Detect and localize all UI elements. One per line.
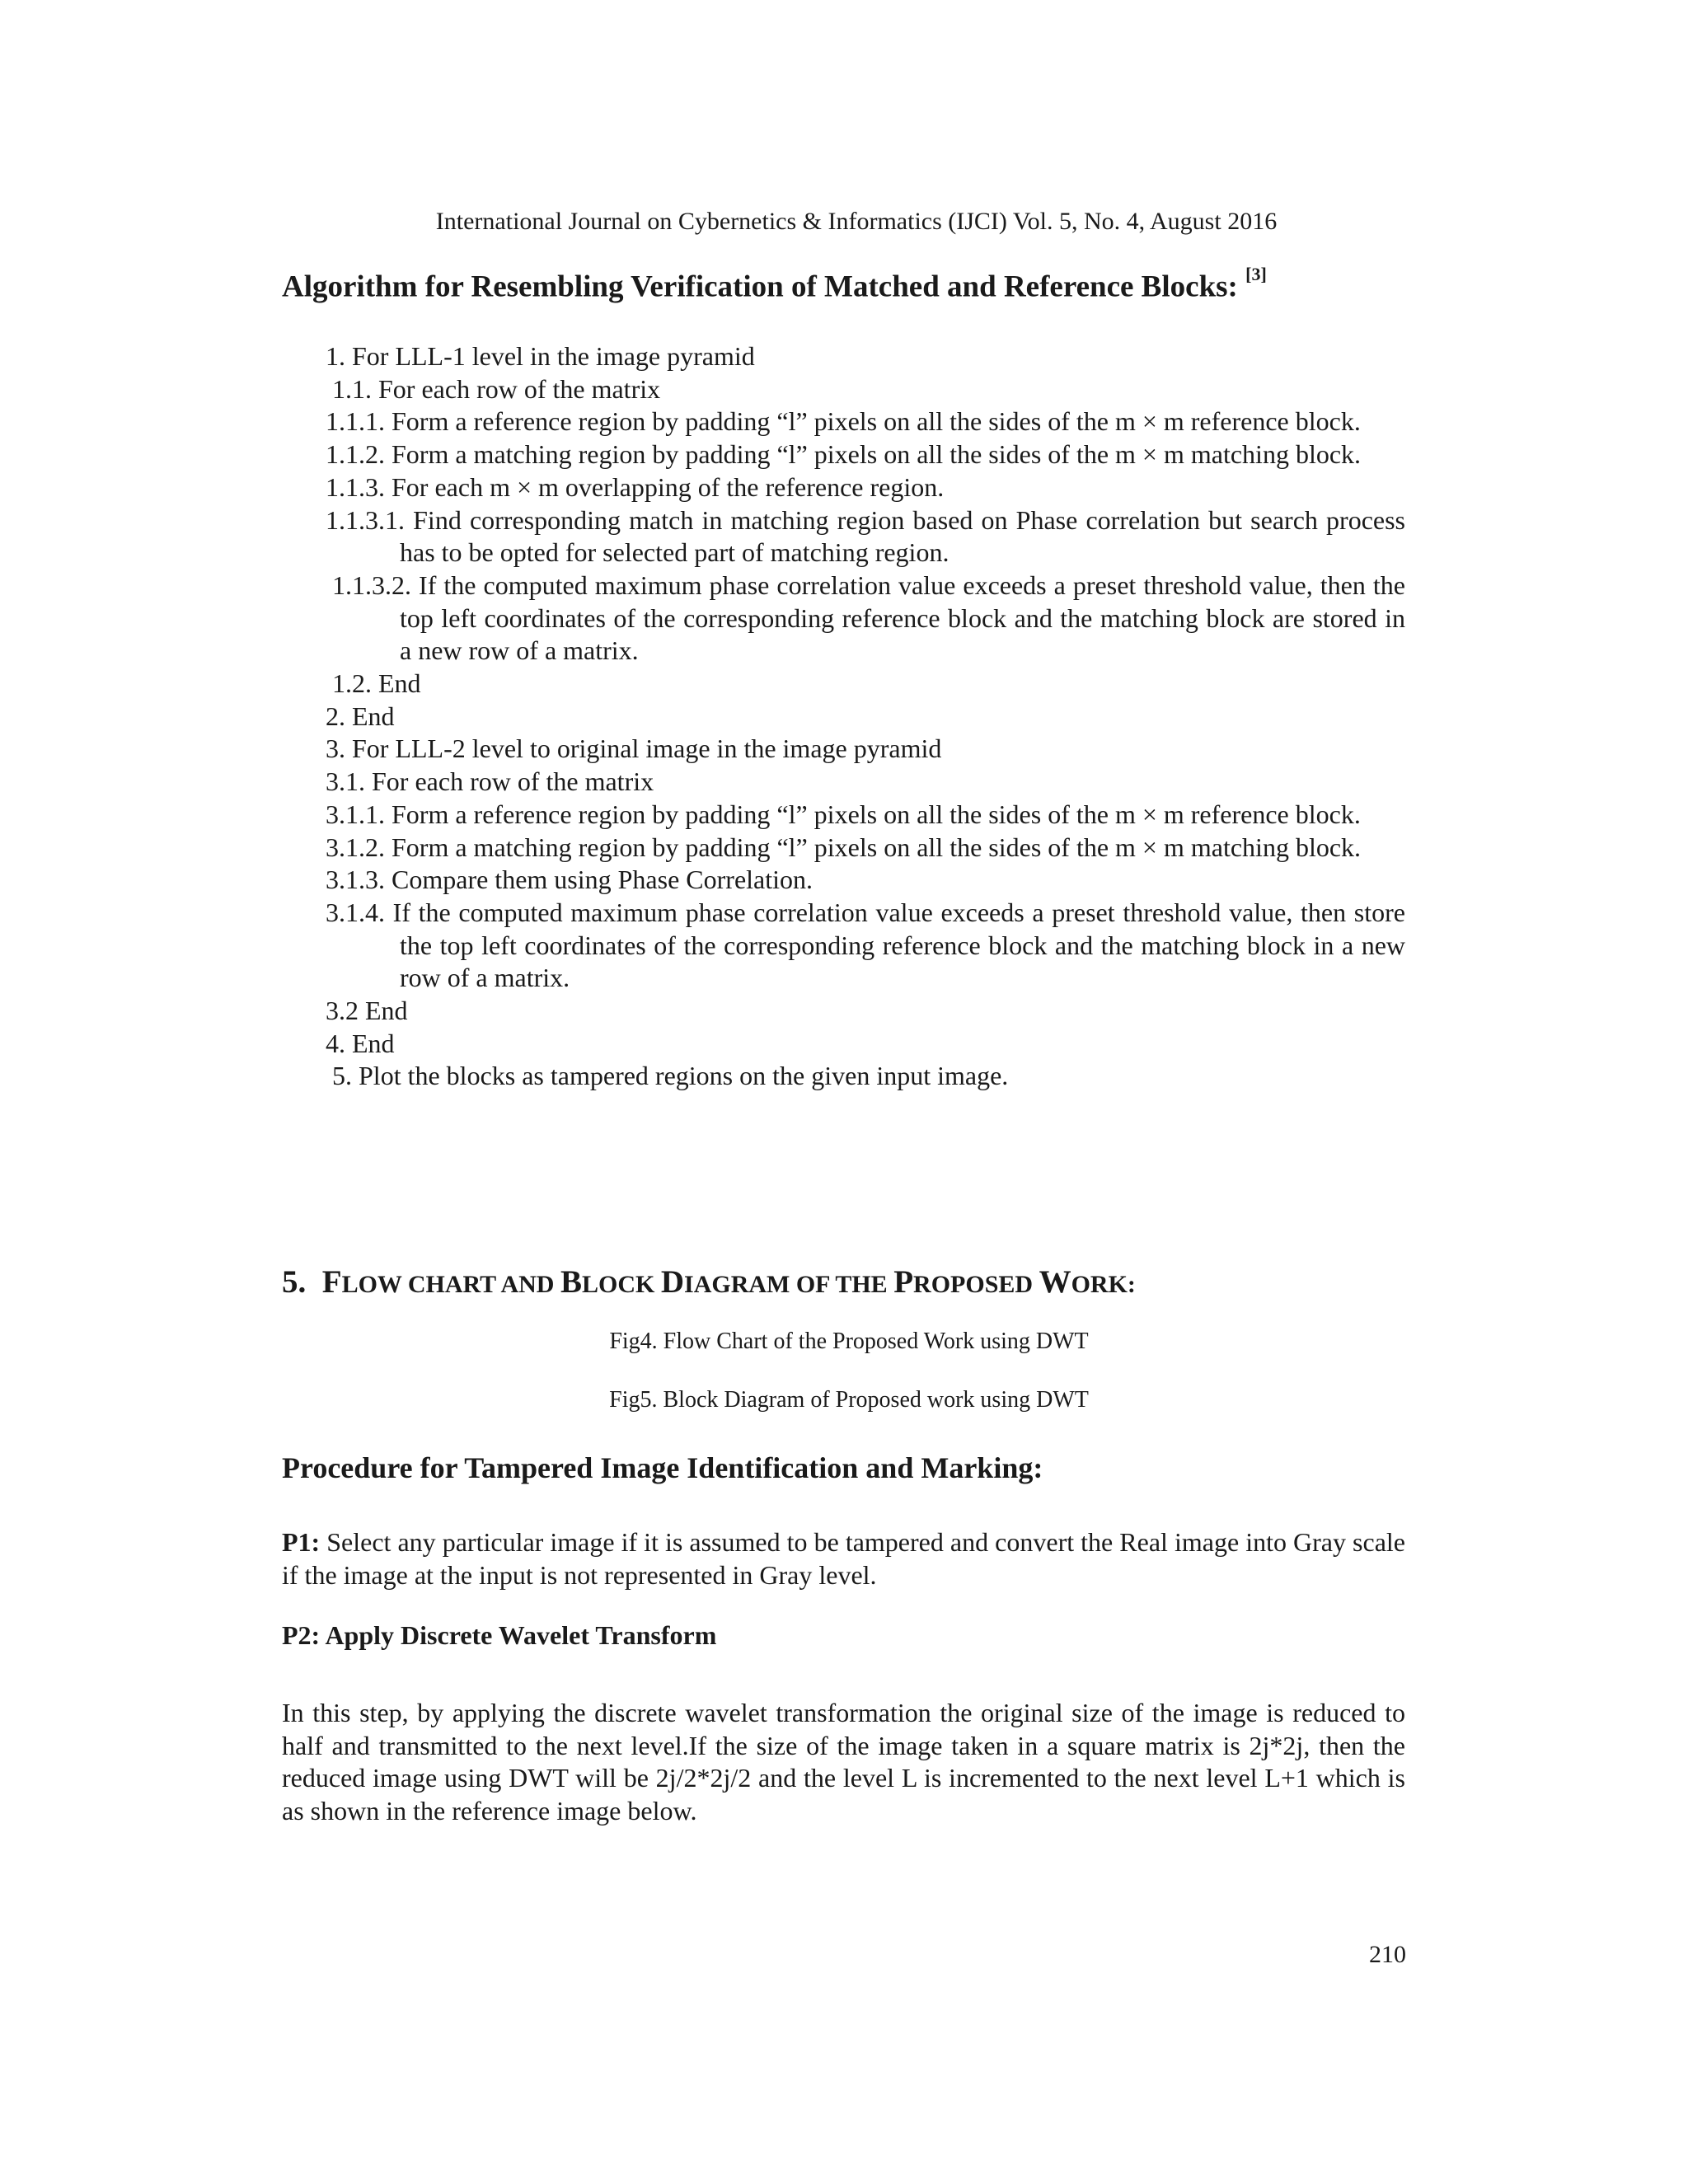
algorithm-step: 1.2. End [332,668,421,699]
algorithm-step: 5. Plot the blocks as tampered regions on the given input image. [332,1061,1009,1091]
algorithm-step: 3.1.3. Compare them using Phase Correlation. [326,865,814,895]
section-number: 5. [282,1264,307,1300]
algorithm-step: 1.1.3.2. If the computed maximum phase correlation value exceeds a preset threshold value, then the top left coordinates of the corresponding reference block and the matching block are stored in a new row of a matrix. [332,569,1405,666]
algorithm-step: 4. End [326,1028,395,1058]
p1-paragraph [282,1526,1405,1591]
p2-heading: P2: Apply Discrete Wavelet Transform [282,1620,717,1650]
algorithm-step: 3.1.1. Form a reference region by padding “l” pixels on all the sides of the m × m reference block. [326,799,1361,829]
p1-label: P1: [282,1527,321,1557]
algorithm-step: 3.1.2. Form a matching region by padding “l” pixels on all the sides of the m × m matching block. [326,832,1362,862]
section-title: FLOW CHART AND BLOCK DIAGRAM OF THE PROPOSED WORK: [321,1264,1136,1300]
algorithm-step: 1.1. For each row of the matrix [332,373,661,404]
algorithm-step: 2. End [326,701,395,731]
citation-ref: [3] [1245,264,1267,284]
fig5-caption: Fig5. Block Diagram of Proposed work using DWT [609,1387,1089,1413]
algorithm-heading-text: Algorithm for Resembling Verification of Matched and Reference Blocks: [282,269,1238,304]
page-number: 210 [1369,1941,1406,1968]
algorithm-step: 3.2 End [326,996,408,1026]
journal-header: International Journal on Cybernetics & Informatics (IJCI) Vol. 5, No. 4, August 2016 [435,208,1278,235]
algorithm-step: 3.1. For each row of the matrix [326,766,654,797]
p1-text: Select any particular image if it is assumed to be tampered and convert the Real image into Gray scale if the image at the input is not represented in Gray level. [282,1527,1405,1590]
p2-paragraph: In this step, by applying the discrete wavelet transformation the original size of the image is reduced to half and transmitted to the next level.If the size of the image taken in a square matrix is 2j*2j, then the reduced image using DWT will be 2j/2*2j/2 and the level L is incremented to the next level L+1 which is as shown in the reference image below. [282,1698,1405,1825]
algorithm-step: 1.1.3.1. Find corresponding match in matching region based on Phase correlation but search process has to be opted for selected part of matching region. [326,504,1405,568]
algorithm-step: 1.1.3. For each m × m overlapping of the reference region. [326,471,945,502]
algorithm-step: 3.1.4. If the computed maximum phase correlation value exceeds a preset threshold value, then store the top left coordinates of the corresponding reference block and the matching block in a new row of a matrix. [326,897,1405,993]
algorithm-step: 1. For LLL-1 level in the image pyramid [326,341,755,371]
algorithm-step: 1.1.2. Form a matching region by padding “l” pixels on all the sides of the m × m matching block. [326,439,1362,470]
algorithm-heading [282,264,1267,304]
section-heading [282,1263,1136,1301]
algorithm-step: 1.1.1. Form a reference region by padding “l” pixels on all the sides of the m × m reference block. [326,406,1361,437]
algorithm-step: 3. For LLL-2 level to original image in the image pyramid [326,733,942,764]
algorithm-steps [326,340,1405,1093]
procedure-heading: Procedure for Tampered Image Identification and Marking: [282,1451,1043,1484]
fig4-caption: Fig4. Flow Chart of the Proposed Work using DWT [609,1329,1089,1354]
